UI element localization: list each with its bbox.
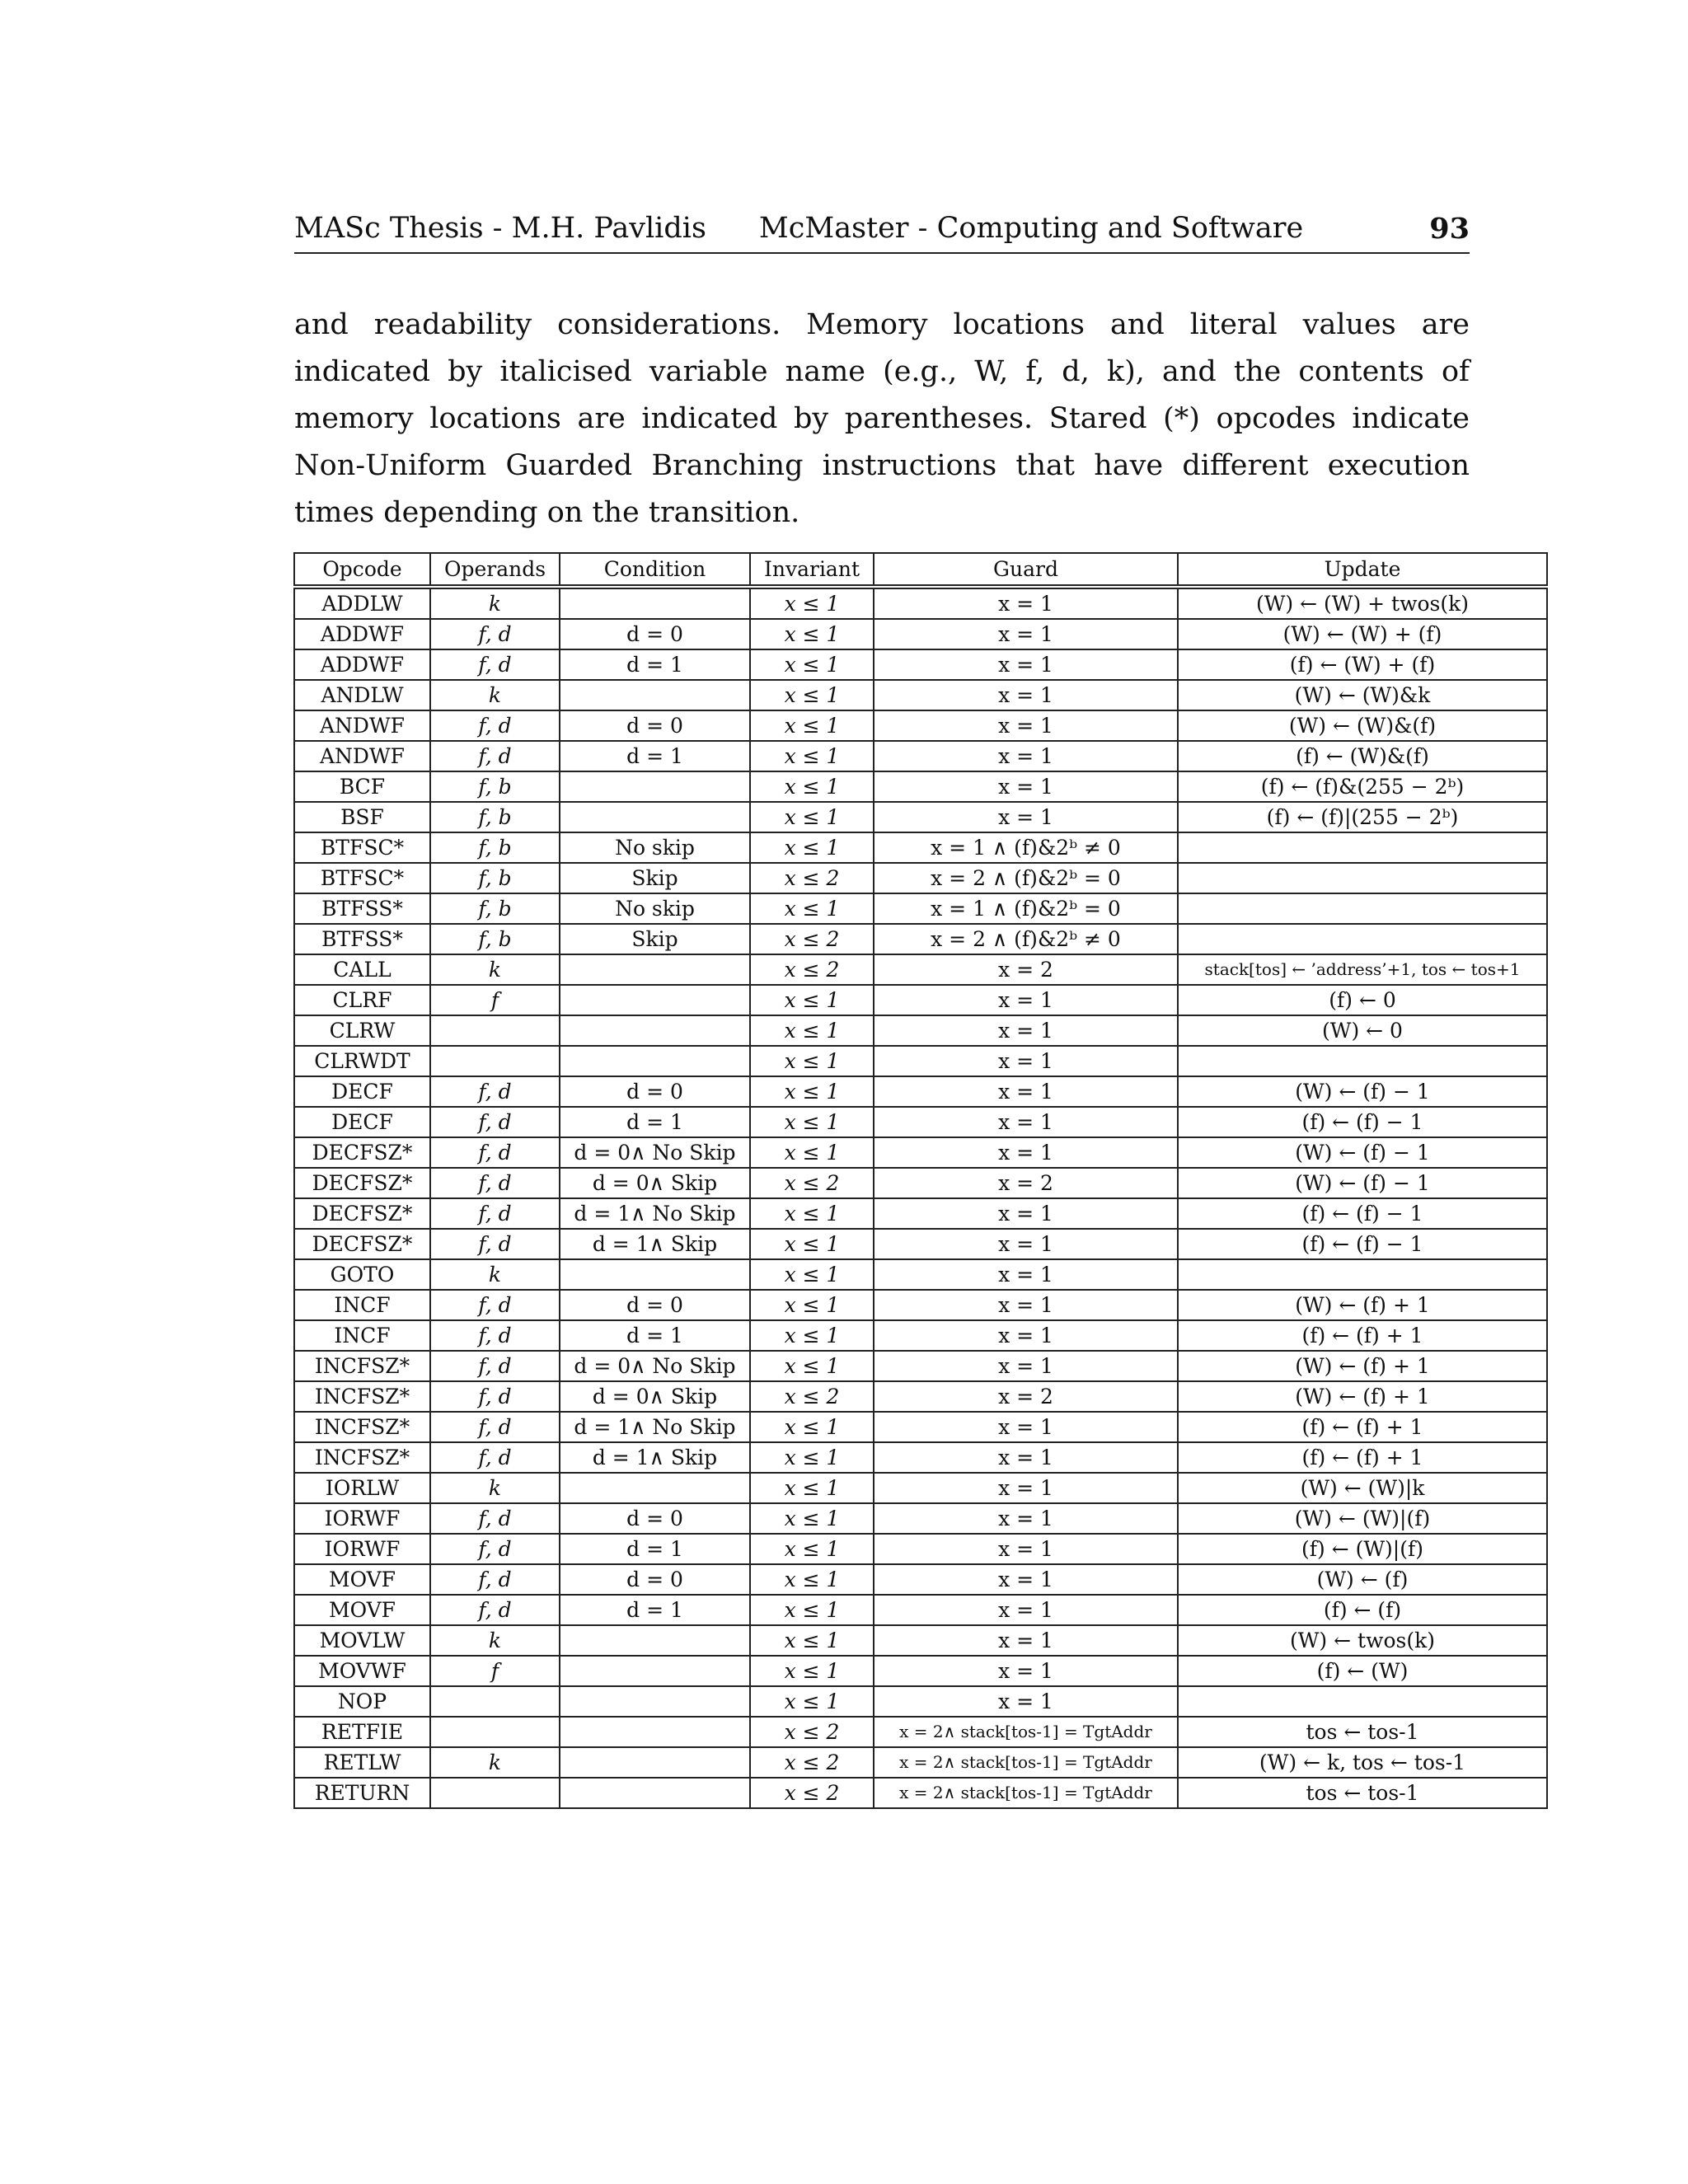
cell-invariant: x ≤ 1 [750, 1351, 874, 1381]
cell-invariant: x ≤ 1 [750, 802, 874, 832]
cell-invariant: x ≤ 1 [750, 1015, 874, 1046]
cell-condition: Skip [560, 924, 750, 954]
cell-condition: d = 0∧ No Skip [560, 1137, 750, 1168]
table-body [294, 587, 1547, 1808]
cell-operands: f, d [430, 1564, 560, 1595]
table-row [294, 1259, 1547, 1290]
cell-operands: f, d [430, 1381, 560, 1412]
table-row [294, 1137, 1547, 1168]
cell-operands: k [430, 680, 560, 710]
cell-operands [430, 1015, 560, 1046]
cell-update: (f) ← (W)|(f) [1178, 1534, 1547, 1564]
cell-operands: f, d [430, 619, 560, 649]
cell-update: (f) ← (W)&(f) [1178, 741, 1547, 771]
table-row [294, 1290, 1547, 1320]
cell-opcode: MOVWF [294, 1656, 430, 1686]
cell-condition: d = 0 [560, 1290, 750, 1320]
cell-update: (f) ← (f)&(255 − 2ᵇ) [1178, 771, 1547, 802]
cell-condition: d = 1 [560, 741, 750, 771]
cell-condition [560, 985, 750, 1015]
cell-guard: x = 1 [874, 1686, 1178, 1717]
cell-condition: d = 0∧ Skip [560, 1168, 750, 1198]
cell-invariant: x ≤ 1 [750, 1259, 874, 1290]
cell-operands: f, b [430, 893, 560, 924]
table-row [294, 1320, 1547, 1351]
cell-update: (W) ← (f) − 1 [1178, 1137, 1547, 1168]
cell-condition: d = 0∧ No Skip [560, 1351, 750, 1381]
cell-opcode: DECF [294, 1107, 430, 1137]
header-thesis-author: MASc Thesis - M.H. Pavlidis [294, 212, 706, 245]
cell-opcode: INCFSZ* [294, 1351, 430, 1381]
cell-guard: x = 1 [874, 649, 1178, 680]
cell-opcode: NOP [294, 1686, 430, 1717]
cell-guard: x = 1 [874, 1564, 1178, 1595]
cell-invariant: x ≤ 1 [750, 1442, 874, 1473]
cell-guard: x = 1 [874, 1656, 1178, 1686]
table-row [294, 1015, 1547, 1046]
cell-guard: x = 1 [874, 1046, 1178, 1076]
cell-invariant: x ≤ 1 [750, 1320, 874, 1351]
cell-guard: x = 1 [874, 680, 1178, 710]
cell-condition [560, 1259, 750, 1290]
cell-condition: d = 1∧ Skip [560, 1229, 750, 1259]
cell-condition [560, 771, 750, 802]
cell-operands: f [430, 985, 560, 1015]
cell-guard: x = 2 [874, 1168, 1178, 1198]
cell-opcode: ANDLW [294, 680, 430, 710]
cell-condition: Skip [560, 863, 750, 893]
cell-condition [560, 587, 750, 619]
cell-update: (W) ← (W)|k [1178, 1473, 1547, 1503]
cell-update [1178, 924, 1547, 954]
header-department: McMaster - Computing and Software [758, 212, 1304, 245]
cell-invariant: x ≤ 1 [750, 1686, 874, 1717]
cell-invariant: x ≤ 1 [750, 1046, 874, 1076]
cell-condition: d = 1 [560, 1107, 750, 1137]
cell-invariant: x ≤ 2 [750, 924, 874, 954]
cell-guard: x = 1 [874, 1107, 1178, 1137]
cell-guard: x = 1 [874, 1351, 1178, 1381]
cell-guard: x = 1 ∧ (f)&2ᵇ ≠ 0 [874, 832, 1178, 863]
cell-opcode: BCF [294, 771, 430, 802]
cell-operands: f, b [430, 802, 560, 832]
table-row [294, 802, 1547, 832]
cell-operands: f, d [430, 1137, 560, 1168]
cell-opcode: CLRF [294, 985, 430, 1015]
cell-guard: x = 1 [874, 1473, 1178, 1503]
cell-opcode: RETURN [294, 1778, 430, 1808]
cell-condition [560, 680, 750, 710]
cell-opcode: ADDWF [294, 619, 430, 649]
table-row [294, 832, 1547, 863]
cell-opcode: ANDWF [294, 741, 430, 771]
cell-opcode: BTFSS* [294, 893, 430, 924]
column-header-operands: Operands [430, 553, 560, 587]
cell-update [1178, 832, 1547, 863]
cell-guard: x = 1 [874, 1137, 1178, 1168]
cell-opcode: IORLW [294, 1473, 430, 1503]
cell-guard: x = 2 [874, 954, 1178, 985]
cell-opcode: DECFSZ* [294, 1137, 430, 1168]
cell-condition [560, 1778, 750, 1808]
table-row [294, 1686, 1547, 1717]
cell-operands: f, d [430, 1290, 560, 1320]
cell-operands: f, d [430, 1412, 560, 1442]
cell-condition: d = 1 [560, 1534, 750, 1564]
cell-opcode: CALL [294, 954, 430, 985]
cell-invariant: x ≤ 1 [750, 649, 874, 680]
cell-update: (W) ← k, tos ← tos-1 [1178, 1747, 1547, 1778]
cell-operands: f, d [430, 1320, 560, 1351]
cell-guard: x = 1 [874, 1534, 1178, 1564]
cell-update: (f) ← (f) [1178, 1595, 1547, 1625]
cell-guard: x = 1 [874, 1320, 1178, 1351]
cell-update: (f) ← 0 [1178, 985, 1547, 1015]
cell-opcode: IORWF [294, 1534, 430, 1564]
table-row [294, 1564, 1547, 1595]
cell-invariant: x ≤ 1 [750, 710, 874, 741]
cell-guard: x = 1 [874, 1442, 1178, 1473]
cell-guard: x = 2∧ stack[tos-1] = TgtAddr [874, 1717, 1178, 1747]
cell-opcode: DECFSZ* [294, 1198, 430, 1229]
opcode-table [293, 552, 1548, 1809]
cell-guard: x = 1 [874, 1503, 1178, 1534]
table-row [294, 587, 1547, 619]
cell-opcode: BTFSC* [294, 863, 430, 893]
cell-operands: f, d [430, 1168, 560, 1198]
cell-operands: k [430, 1473, 560, 1503]
cell-operands: f, b [430, 832, 560, 863]
table-row [294, 863, 1547, 893]
cell-guard: x = 1 [874, 741, 1178, 771]
cell-invariant: x ≤ 2 [750, 1778, 874, 1808]
cell-guard: x = 2 ∧ (f)&2ᵇ ≠ 0 [874, 924, 1178, 954]
table-row [294, 1717, 1547, 1747]
cell-operands [430, 1778, 560, 1808]
cell-guard: x = 1 [874, 1229, 1178, 1259]
cell-opcode: MOVLW [294, 1625, 430, 1656]
cell-opcode: MOVF [294, 1564, 430, 1595]
table-row [294, 771, 1547, 802]
table-row [294, 1168, 1547, 1198]
cell-opcode: RETFIE [294, 1717, 430, 1747]
cell-condition: No skip [560, 893, 750, 924]
cell-operands: f, d [430, 741, 560, 771]
cell-invariant: x ≤ 1 [750, 1107, 874, 1137]
cell-operands: k [430, 1747, 560, 1778]
cell-update: (W) ← (f) + 1 [1178, 1351, 1547, 1381]
cell-invariant: x ≤ 1 [750, 587, 874, 619]
cell-update: (W) ← (f) − 1 [1178, 1076, 1547, 1107]
cell-operands: f, d [430, 1534, 560, 1564]
cell-opcode: BTFSS* [294, 924, 430, 954]
cell-opcode: CLRWDT [294, 1046, 430, 1076]
cell-update: (W) ← (W) + (f) [1178, 619, 1547, 649]
cell-invariant: x ≤ 1 [750, 741, 874, 771]
cell-operands: f, d [430, 1076, 560, 1107]
cell-condition [560, 1717, 750, 1747]
cell-condition: d = 0∧ Skip [560, 1381, 750, 1412]
cell-update: (f) ← (f) − 1 [1178, 1229, 1547, 1259]
cell-update: (W) ← (W)|(f) [1178, 1503, 1547, 1534]
cell-condition: d = 1 [560, 649, 750, 680]
cell-opcode: ANDWF [294, 710, 430, 741]
cell-update: (f) ← (f)|(255 − 2ᵇ) [1178, 802, 1547, 832]
cell-opcode: CLRW [294, 1015, 430, 1046]
cell-condition: d = 0 [560, 1564, 750, 1595]
table-row [294, 1625, 1547, 1656]
cell-condition [560, 1686, 750, 1717]
cell-operands [430, 1686, 560, 1717]
cell-invariant: x ≤ 1 [750, 1503, 874, 1534]
cell-update: (W) ← (f) + 1 [1178, 1381, 1547, 1412]
cell-guard: x = 2∧ stack[tos-1] = TgtAddr [874, 1778, 1178, 1808]
cell-guard: x = 1 [874, 1625, 1178, 1656]
cell-invariant: x ≤ 1 [750, 893, 874, 924]
cell-opcode: GOTO [294, 1259, 430, 1290]
cell-invariant: x ≤ 1 [750, 1076, 874, 1107]
cell-opcode: IORWF [294, 1503, 430, 1534]
cell-invariant: x ≤ 1 [750, 1595, 874, 1625]
cell-update: (W) ← (f) − 1 [1178, 1168, 1547, 1198]
cell-invariant: x ≤ 1 [750, 1625, 874, 1656]
table-row [294, 1778, 1547, 1808]
cell-condition [560, 1625, 750, 1656]
cell-update: (f) ← (f) + 1 [1178, 1320, 1547, 1351]
cell-operands: f, d [430, 1107, 560, 1137]
cell-condition: d = 0 [560, 1076, 750, 1107]
cell-operands [430, 1717, 560, 1747]
cell-update: (f) ← (f) + 1 [1178, 1442, 1547, 1473]
table-row [294, 1046, 1547, 1076]
cell-operands: f, b [430, 771, 560, 802]
cell-guard: x = 1 [874, 1290, 1178, 1320]
column-header-invariant: Invariant [750, 553, 874, 587]
column-header-guard: Guard [874, 553, 1178, 587]
cell-invariant: x ≤ 1 [750, 619, 874, 649]
cell-operands [430, 1046, 560, 1076]
table-row [294, 1656, 1547, 1686]
cell-invariant: x ≤ 2 [750, 1747, 874, 1778]
table-row [294, 1442, 1547, 1473]
cell-operands: f, d [430, 1229, 560, 1259]
cell-opcode: INCFSZ* [294, 1412, 430, 1442]
cell-condition: d = 0 [560, 619, 750, 649]
cell-opcode: DECFSZ* [294, 1229, 430, 1259]
cell-update: (W) ← (W) + twos(k) [1178, 587, 1547, 619]
cell-guard: x = 1 [874, 985, 1178, 1015]
cell-invariant: x ≤ 1 [750, 1473, 874, 1503]
cell-operands: k [430, 954, 560, 985]
cell-guard: x = 1 [874, 1198, 1178, 1229]
column-header-condition: Condition [560, 553, 750, 587]
paragraph-text: and readability considerations. Memory locations and literal values are indicated by italicised variable name (e.g., W, f, d, k), and the contents of memory locations are indicated by parentheses. Stared (*) opcodes indicate Non-Uniform Guarded Branching instructions that have different execution times depending on the transition. [294, 308, 1470, 529]
cell-invariant: x ≤ 2 [750, 1381, 874, 1412]
cell-operands: f, d [430, 1198, 560, 1229]
cell-update [1178, 1686, 1547, 1717]
table-row [294, 1381, 1547, 1412]
cell-guard: x = 1 [874, 771, 1178, 802]
cell-condition [560, 802, 750, 832]
body-paragraph [294, 302, 1470, 537]
cell-operands: f, b [430, 924, 560, 954]
table-row [294, 893, 1547, 924]
cell-condition [560, 1015, 750, 1046]
cell-opcode: ADDWF [294, 649, 430, 680]
cell-invariant: x ≤ 1 [750, 1229, 874, 1259]
table-row [294, 1107, 1547, 1137]
cell-guard: x = 1 [874, 1259, 1178, 1290]
cell-condition [560, 1747, 750, 1778]
cell-guard: x = 1 ∧ (f)&2ᵇ = 0 [874, 893, 1178, 924]
cell-opcode: INCFSZ* [294, 1442, 430, 1473]
cell-guard: x = 2∧ stack[tos-1] = TgtAddr [874, 1747, 1178, 1778]
cell-operands: k [430, 1259, 560, 1290]
cell-condition [560, 1046, 750, 1076]
cell-update: tos ← tos-1 [1178, 1717, 1547, 1747]
table-row [294, 680, 1547, 710]
cell-condition [560, 1656, 750, 1686]
cell-opcode: MOVF [294, 1595, 430, 1625]
cell-operands: f, d [430, 1503, 560, 1534]
cell-operands: f, d [430, 1442, 560, 1473]
cell-guard: x = 1 [874, 710, 1178, 741]
cell-operands: f, b [430, 863, 560, 893]
cell-guard: x = 1 [874, 1015, 1178, 1046]
cell-operands: f, d [430, 710, 560, 741]
cell-opcode: INCF [294, 1320, 430, 1351]
page-header [294, 204, 1470, 254]
cell-invariant: x ≤ 2 [750, 863, 874, 893]
table-header-row [294, 553, 1547, 587]
cell-invariant: x ≤ 1 [750, 1412, 874, 1442]
cell-guard: x = 1 [874, 1412, 1178, 1442]
cell-update: (W) ← 0 [1178, 1015, 1547, 1046]
cell-update [1178, 863, 1547, 893]
cell-update [1178, 1046, 1547, 1076]
cell-update: (W) ← (W)&(f) [1178, 710, 1547, 741]
cell-invariant: x ≤ 1 [750, 832, 874, 863]
cell-opcode: INCF [294, 1290, 430, 1320]
cell-invariant: x ≤ 1 [750, 680, 874, 710]
cell-update: (W) ← (f) [1178, 1564, 1547, 1595]
cell-invariant: x ≤ 1 [750, 771, 874, 802]
cell-invariant: x ≤ 2 [750, 1717, 874, 1747]
table-row [294, 619, 1547, 649]
cell-invariant: x ≤ 2 [750, 954, 874, 985]
table-row [294, 924, 1547, 954]
cell-guard: x = 1 [874, 619, 1178, 649]
cell-condition: d = 1∧ No Skip [560, 1412, 750, 1442]
table-row [294, 985, 1547, 1015]
table-row [294, 1076, 1547, 1107]
cell-update: (f) ← (W) + (f) [1178, 649, 1547, 680]
cell-operands: f [430, 1656, 560, 1686]
cell-opcode: DECF [294, 1076, 430, 1107]
cell-opcode: RETLW [294, 1747, 430, 1778]
cell-invariant: x ≤ 2 [750, 1168, 874, 1198]
table-row [294, 1595, 1547, 1625]
cell-guard: x = 2 ∧ (f)&2ᵇ = 0 [874, 863, 1178, 893]
table-row [294, 710, 1547, 741]
table-row [294, 1198, 1547, 1229]
table-row [294, 1229, 1547, 1259]
cell-invariant: x ≤ 1 [750, 1656, 874, 1686]
cell-condition: d = 0 [560, 1503, 750, 1534]
cell-condition: d = 0 [560, 710, 750, 741]
cell-operands: k [430, 587, 560, 619]
cell-update: stack[tos] ← ’address’+1, tos ← tos+1 [1178, 954, 1547, 985]
table-row [294, 1351, 1547, 1381]
cell-condition: d = 1∧ Skip [560, 1442, 750, 1473]
cell-guard: x = 1 [874, 1076, 1178, 1107]
column-header-opcode: Opcode [294, 553, 430, 587]
cell-condition [560, 954, 750, 985]
cell-invariant: x ≤ 1 [750, 1137, 874, 1168]
cell-operands: f, d [430, 1351, 560, 1381]
cell-update [1178, 893, 1547, 924]
cell-operands: f, d [430, 1595, 560, 1625]
cell-update: (W) ← (W)&k [1178, 680, 1547, 710]
cell-update: (f) ← (W) [1178, 1656, 1547, 1686]
cell-guard: x = 1 [874, 802, 1178, 832]
cell-condition: d = 1∧ No Skip [560, 1198, 750, 1229]
cell-update: (f) ← (f) + 1 [1178, 1412, 1547, 1442]
cell-invariant: x ≤ 1 [750, 1534, 874, 1564]
cell-operands: f, d [430, 649, 560, 680]
table-row [294, 1503, 1547, 1534]
page-number: 93 [1429, 211, 1470, 246]
cell-update: tos ← tos-1 [1178, 1778, 1547, 1808]
cell-invariant: x ≤ 1 [750, 1564, 874, 1595]
cell-opcode: INCFSZ* [294, 1381, 430, 1412]
cell-update: (W) ← (f) + 1 [1178, 1290, 1547, 1320]
cell-condition: d = 1 [560, 1595, 750, 1625]
cell-condition: No skip [560, 832, 750, 863]
table-row [294, 1473, 1547, 1503]
cell-opcode: DECFSZ* [294, 1168, 430, 1198]
cell-guard: x = 1 [874, 1595, 1178, 1625]
cell-invariant: x ≤ 1 [750, 1290, 874, 1320]
cell-update: (f) ← (f) − 1 [1178, 1107, 1547, 1137]
cell-update: (W) ← twos(k) [1178, 1625, 1547, 1656]
table-row [294, 649, 1547, 680]
cell-guard: x = 2 [874, 1381, 1178, 1412]
cell-update: (f) ← (f) − 1 [1178, 1198, 1547, 1229]
table-row [294, 1534, 1547, 1564]
table-row [294, 741, 1547, 771]
cell-operands: k [430, 1625, 560, 1656]
table-row [294, 1747, 1547, 1778]
cell-invariant: x ≤ 1 [750, 1198, 874, 1229]
table-row [294, 1412, 1547, 1442]
cell-guard: x = 1 [874, 587, 1178, 619]
cell-invariant: x ≤ 1 [750, 985, 874, 1015]
cell-condition: d = 1 [560, 1320, 750, 1351]
cell-condition [560, 1473, 750, 1503]
column-header-update: Update [1178, 553, 1547, 587]
cell-opcode: ADDLW [294, 587, 430, 619]
cell-opcode: BSF [294, 802, 430, 832]
cell-update [1178, 1259, 1547, 1290]
table-row [294, 954, 1547, 985]
cell-opcode: BTFSC* [294, 832, 430, 863]
